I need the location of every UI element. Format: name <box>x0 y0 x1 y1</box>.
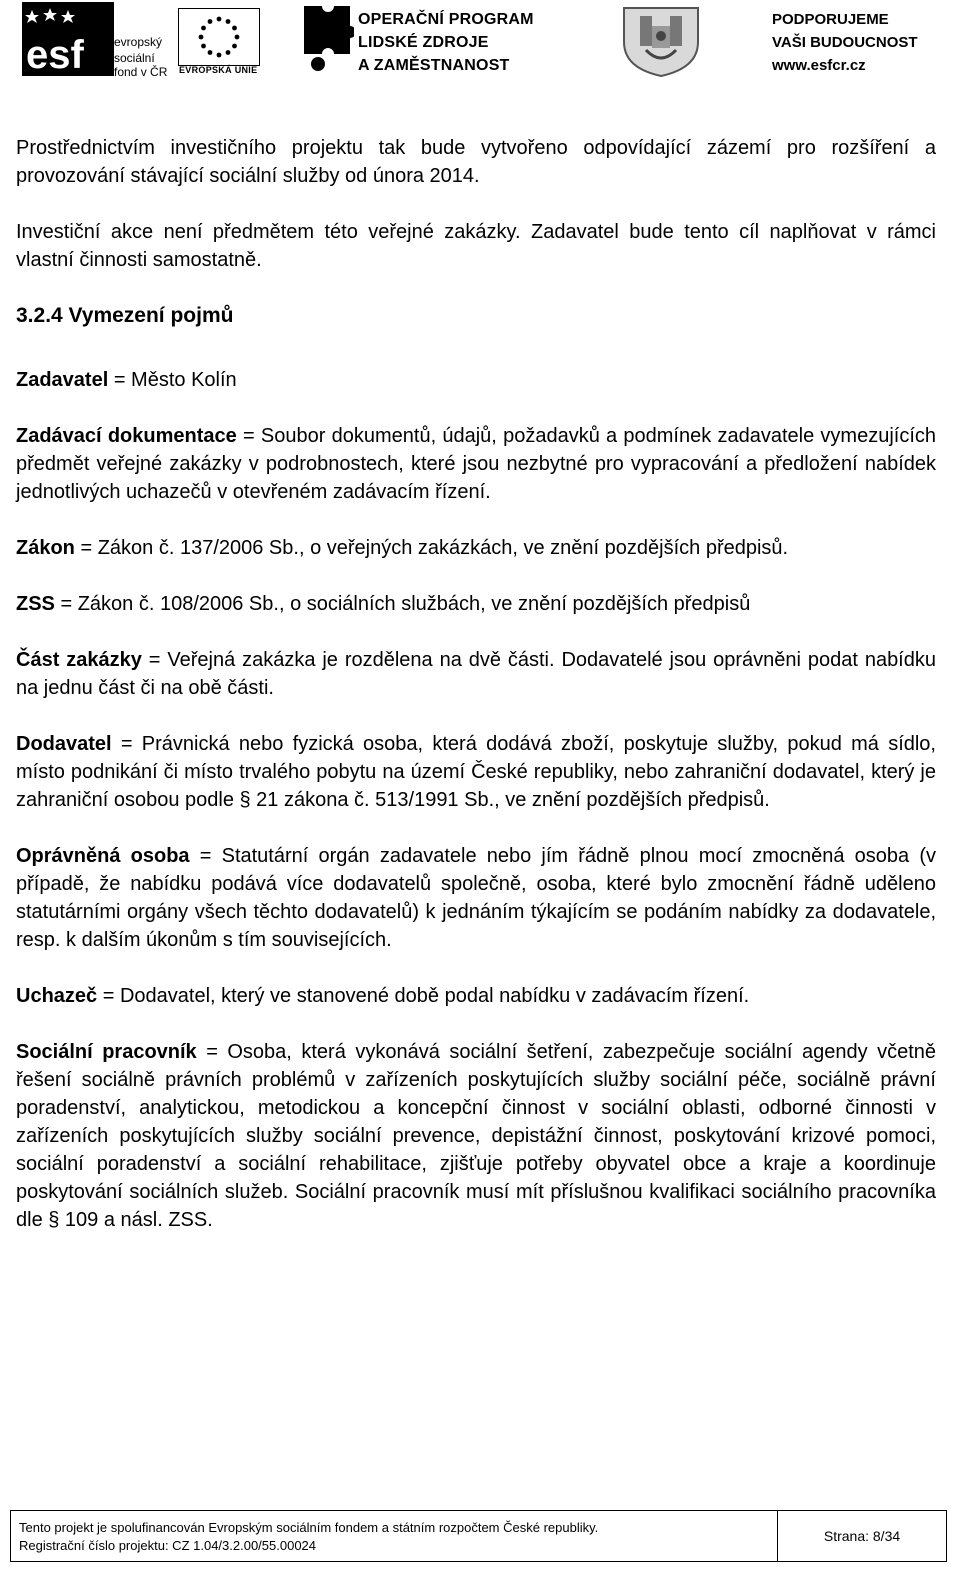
puzzle-icon <box>300 2 354 76</box>
op-line-2: LIDSKÉ ZDROJE <box>358 34 489 51</box>
definition-zss <box>16 590 936 618</box>
definition-text: = Dodavatel, který ve stanovené době podal nabídku v zadávacím řízení. <box>97 985 750 1007</box>
definition-text: = Soubor dokumentů, údajů, požadavků a podmínek zadavatele vymezujících předmět veřejné zakázky v podrobnostech, které jsou nezbytné pro vypracování a předložení nabídek jednotlivých uchazečů v otevřeném zadávacím řízení. <box>16 425 937 503</box>
definition-zadavatel <box>16 366 936 394</box>
definition-text: = Statutární orgán zadavatele nebo jím řádně plnou mocí zmocněná osoba (v případě, že nabídku podává více dodavatelů společně, osoba, které bylo zmocnění řádně uděleno statutárními orgány všech těchto dodavatelů) k jednáním týkajícím se podáním nabídky za dodavatele, resp. k dalším úkonům s tím souvisejících. <box>16 845 936 951</box>
paragraph-intro-1: Prostřednictvím investičního projektu tak bude vytvořeno odpovídající zázemí pro rozšíření a provozování stávající sociální služby od února 2014. <box>16 137 936 187</box>
definition-text: = Zákon č. 137/2006 Sb., o veřejných zakázkách, ve znění pozdějších předpisů. <box>74 537 789 559</box>
definition-text: = Město Kolín <box>108 369 237 391</box>
section-heading: 3.2.4 Vymezení pojmů <box>16 304 234 327</box>
definition-term: Uchazeč <box>16 985 98 1007</box>
esf-mark-text: esf <box>26 33 84 76</box>
eu-logo <box>178 2 260 76</box>
definition-text: = Zákon č. 108/2006 Sb., o sociálních službách, ve znění pozdějších předpisů <box>54 593 751 615</box>
definition-zakon <box>16 534 936 562</box>
definition-opravnena-osoba <box>16 842 936 954</box>
definition-dodavatel <box>16 730 936 814</box>
definition-zadavaci-dokumentace <box>16 422 936 506</box>
definition-term: Zadavatel <box>16 369 109 391</box>
esf-logo <box>22 2 172 79</box>
footer-info <box>11 1511 778 1561</box>
definition-term: Zadávací dokumentace <box>16 425 237 447</box>
definition-term: Sociální pracovník <box>16 1041 197 1063</box>
definition-term: Zákon <box>16 537 75 559</box>
eu-flag-icon <box>178 8 260 66</box>
paragraph-intro-2: Investiční akce není předmětem této veřejné zakázky. Zadavatel bude tento cíl naplňovat v rámci vlastní činnosti samostatně. <box>16 221 936 271</box>
page-footer <box>10 1510 947 1562</box>
esf-line-3: fond v ČR <box>114 65 168 79</box>
definition-term: Část zakázky <box>16 649 142 671</box>
esf-line-1: evropský <box>114 35 163 49</box>
definition-term: Dodavatel <box>16 733 112 755</box>
support-url: www.esfcr.cz <box>772 57 866 74</box>
footer-registration-number: Registrační číslo projektu: CZ 1.04/3.2.00/55.00024 <box>19 1538 317 1553</box>
definition-term: ZSS <box>16 593 55 615</box>
definition-text: = Osoba, která vykonává sociální šetření, zabezpečuje sociální agendy včetně řešení sociálně právních problémů v zařízeních poskytujících služby sociální péče, sociálně právní poradenství, analytickou, metodickou a koncepční činnost v sociální oblasti, odborné činnosti v zařízeních poskytujících služby sociální prevence, depistážní činnost, poskytování krizové pomoci, sociální poradenství a sociální rehabilitace, zjišťuje potřeby obyvatel obce a kraje a koordinuje poskytování sociálních služeb. Sociální pracovník musí mít příslušnou kvalifikaci sociálního pracovníka dle § 109 a násl. ZSS. <box>16 1041 937 1231</box>
page-header <box>0 0 960 82</box>
definition-term: Oprávněná osoba <box>16 845 190 867</box>
esf-line-2: sociální <box>114 51 155 65</box>
definition-uchazec <box>16 982 936 1010</box>
document-body <box>16 134 936 1262</box>
definition-socialni-pracovnik <box>16 1038 936 1234</box>
coat-of-arms-icon <box>616 2 706 78</box>
support-logo <box>770 2 950 76</box>
definition-cast-zakazky <box>16 646 936 702</box>
op-logo <box>300 2 550 76</box>
op-line-3: A ZAMĚSTNANOST <box>358 57 510 74</box>
support-line-2: VAŠI BUDOUCNOST <box>772 34 918 51</box>
support-line-1: PODPORUJEME <box>772 11 889 28</box>
esf-mark-icon <box>22 2 114 76</box>
page-number: Strana: 8/34 <box>823 1528 901 1544</box>
definition-text: = Veřejná zakázka je rozdělena na dvě části. Dodavatelé jsou oprávněni podat nabídku na jednu část či na obě části. <box>16 649 936 699</box>
eu-label: EVROPSKÁ UNIE <box>179 65 258 75</box>
definition-text: = Právnická nebo fyzická osoba, která dodává zboží, poskytuje služby, pokud má sídlo, místo podnikání či místo trvalého pobytu na území České republiky, nebo zahraniční dodavatel, který je zahraniční osobou podle § 21 zákona č. 513/1991 Sb., ve znění pozdějších předpisů. <box>16 733 936 811</box>
op-line-1: OPERAČNÍ PROGRAM <box>358 11 534 28</box>
footer-funding-text: Tento projekt je spolufinancován Evropským sociálním fondem a státním rozpočtem České republiky. <box>19 1520 599 1535</box>
